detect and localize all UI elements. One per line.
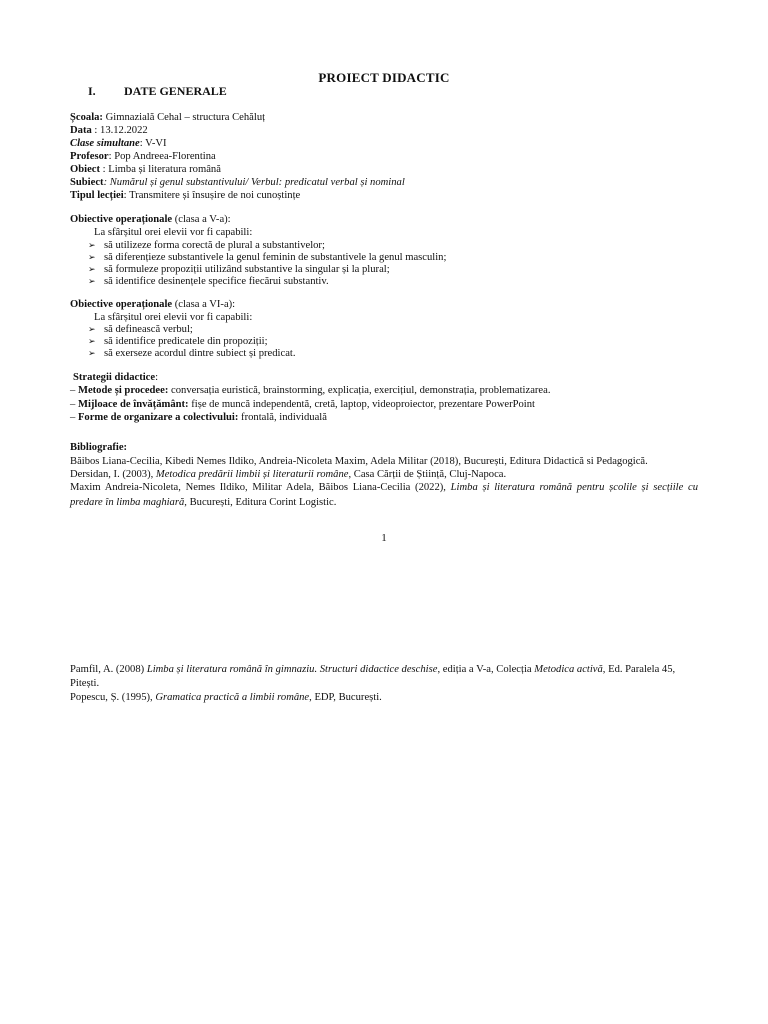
general-label: Tipul lecției (70, 190, 124, 201)
arrowhead-bullet-icon: ➢ (88, 348, 96, 358)
arrowhead-bullet-icon: ➢ (88, 264, 96, 274)
section-number: I. (88, 84, 96, 98)
bibliography-entry (70, 468, 506, 481)
entry-title: Gramatica practică a limbii române (155, 692, 310, 703)
list-item-text: să formuleze propoziții utilizând substantive la singular și la plural; (104, 264, 390, 275)
entry-text: , ediția a V-a, Colecția (437, 664, 535, 675)
entry-text: , EDP, București. (309, 692, 382, 703)
section-title: DATE GENERALE (124, 84, 227, 98)
entry-text: Băibos Liana-Cecilia, Kibedi Nemes Ildiko, Andreia-Nicoleta Maxim, Adela Militar (2018), București, Editura Didactică si Pedagogică. (70, 456, 648, 467)
list-item-text: să utilizeze forma corectă de plural a substantivelor; (104, 240, 325, 251)
objectives-vi-intro: La sfârșitul orei elevii vor fi capabili: (94, 312, 253, 323)
list-item (88, 275, 329, 288)
entry-text: Popescu, Ș. (1995), (70, 692, 156, 703)
strategy-value: frontală, individuală (238, 412, 327, 423)
strategies-heading (73, 371, 158, 384)
general-label: Subiect (70, 177, 104, 188)
entry-series: Metodica activă (534, 664, 603, 675)
entry-text: , București, Editura Corint Logistic. (184, 497, 337, 508)
general-row (70, 137, 167, 150)
bibliography-entry (70, 481, 698, 494)
strategies-label: Strategii didactice (73, 372, 156, 383)
entry-text: Maxim Andreia-Nicoleta, Nemes Ildiko, Militar Adela, Băibos Liana-Cecilia (2022), (70, 482, 451, 493)
strategy-label: Metode și procedee: (77, 385, 169, 396)
list-item-text: să definească verbul; (104, 324, 193, 335)
strategy-row (70, 411, 327, 424)
page-number: 1 (381, 532, 387, 544)
objectives-label: Obiective operaționale (70, 214, 173, 225)
list-item (88, 347, 295, 360)
entry-title: Metodica predării limbii și literaturii române (155, 469, 349, 480)
general-row (70, 150, 216, 163)
em-dash-bullet: – (70, 412, 78, 423)
entry-title: Limba și literatura română în gimnaziu. Structuri didactice deschise (146, 664, 438, 675)
strategy-value: conversația euristică, brainstorming, explicația, exercițiul, demonstrația, problematizarea. (168, 385, 551, 396)
general-value: : V-VI (139, 138, 167, 149)
em-dash-bullet: – (70, 399, 78, 410)
general-value: : Transmitere și însușire de noi cunoștințe (123, 190, 301, 201)
document-title: PROIECT DIDACTIC (318, 70, 450, 85)
general-value: : Pop Andreea-Florentina (108, 151, 216, 162)
general-value: Gimnazială Cehal – structura Cehăluț (102, 112, 266, 123)
list-item-text: să identifice desinențele specifice fiecărui substantiv. (104, 276, 329, 287)
bibliography-entry (70, 455, 648, 468)
objectives-class: (clasa a VI-a): (172, 299, 236, 310)
general-row (70, 111, 265, 124)
bibliography-entry (70, 691, 382, 704)
entry-title: predare în limba maghiară (70, 497, 185, 508)
strategy-label: Mijloace de învățământ: (77, 399, 189, 410)
bibliography-heading: Bibliografie: (70, 442, 128, 453)
list-item-text: să diferențieze substantivele la genul feminin de substantivele la genul masculin; (104, 252, 447, 263)
objectives-vi-heading (70, 298, 235, 311)
arrowhead-bullet-icon: ➢ (88, 336, 96, 346)
general-row (70, 176, 405, 189)
strategy-label: Forme de organizare a colectivului: (77, 412, 239, 423)
general-row (70, 124, 148, 137)
bibliography-entry (70, 677, 99, 690)
arrowhead-bullet-icon: ➢ (88, 240, 96, 250)
section-heading (88, 84, 227, 99)
arrowhead-bullet-icon: ➢ (88, 252, 96, 262)
strategy-value: fișe de muncă independentă, cretă, laptop, videoproiector, prezentare PowerPoint (188, 399, 535, 410)
objectives-class: (clasa a V-a): (172, 214, 231, 225)
list-item-text: să identifice predicatele din propoziții; (104, 336, 268, 347)
general-label: Profesor (70, 151, 109, 162)
general-row (70, 163, 221, 176)
arrowhead-bullet-icon: ➢ (88, 276, 96, 286)
general-label: Data (70, 125, 92, 136)
entry-title: Limba și literatura română pentru școlile și secțiile cu (450, 482, 698, 493)
general-value: : Numărul și genul substantivului/ Verbul: predicatul verbal și nominal (103, 177, 405, 188)
objectives-label: Obiective operaționale (70, 299, 173, 310)
strategy-row (70, 398, 535, 411)
general-row (70, 189, 300, 202)
bibliography-entry (70, 496, 336, 509)
general-value: : Limba și literatura română (100, 164, 221, 175)
general-value: : 13.12.2022 (91, 125, 148, 136)
entry-text: Pamfil, A. (2008) (70, 664, 147, 675)
entry-text: , Ed. Paralela 45, (602, 664, 676, 675)
entry-text: Dersidan, I. (2003), (70, 469, 156, 480)
strategy-row (70, 384, 550, 397)
list-item-text: să exerseze acordul dintre subiect și predicat. (104, 348, 296, 359)
objectives-v-heading (70, 213, 231, 226)
strategies-colon: : (155, 372, 159, 383)
entry-text: , Casa Cărții de Știință, Cluj-Napoca. (348, 469, 507, 480)
arrowhead-bullet-icon: ➢ (88, 324, 96, 334)
em-dash-bullet: – (70, 385, 78, 396)
general-label: Clase simultane (70, 138, 140, 149)
entry-text: Pitești. (70, 678, 100, 689)
objectives-v-intro: La sfârșitul orei elevii vor fi capabili: (94, 227, 253, 238)
bibliography-entry (70, 663, 675, 676)
general-label: Obiect (70, 164, 101, 175)
general-label: Școala: (70, 112, 103, 123)
